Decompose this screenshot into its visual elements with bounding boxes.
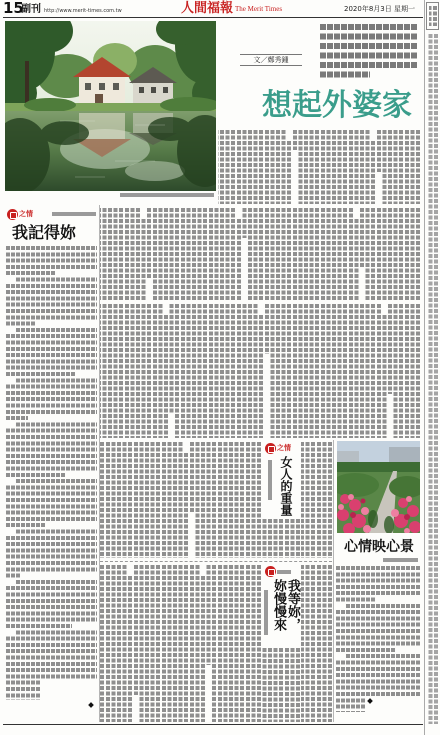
article-end-mark-icon (88, 702, 94, 708)
masthead-logo: 人間福報 (181, 1, 234, 16)
issue-date: 2020年8月3日 星期一 (344, 5, 415, 13)
website-url: http://www.merit-times.com.tw (44, 8, 122, 14)
edge-box-text (429, 6, 437, 26)
mood-byline (383, 558, 418, 562)
main-headline: 想起外婆家 (262, 88, 412, 123)
masthead-english: The Merit Times (235, 5, 283, 13)
main-article-body (218, 130, 420, 204)
left-byline (52, 212, 96, 216)
left-article-body (6, 246, 97, 700)
lead-paragraph (320, 24, 418, 80)
mood-article-body (336, 566, 420, 712)
wait-byline (264, 590, 268, 635)
woman-byline (268, 460, 272, 500)
badge-label: 之情 (277, 444, 291, 452)
flower-garden-photo (337, 441, 420, 533)
section-separator (100, 561, 332, 562)
footer-rule (3, 724, 423, 725)
badge-label (277, 570, 291, 574)
woman-headline: 女人的重量 (279, 456, 293, 516)
woman-badge (265, 443, 291, 454)
wait-badge (265, 566, 291, 577)
edge-box (426, 2, 439, 30)
woman-article-body (301, 442, 332, 558)
header-rule (3, 17, 423, 18)
badge-emblem-icon (265, 566, 276, 577)
column-divider (333, 440, 334, 722)
wait-article-body (262, 648, 300, 722)
woman-article-body (100, 442, 261, 558)
wait-article-body (100, 565, 261, 722)
photo-image (5, 21, 216, 191)
page-number: 15 (3, 0, 24, 17)
lakeside-house-photo (5, 21, 216, 191)
section-name: 副刊 (21, 4, 41, 15)
photo-image (337, 441, 420, 533)
woman-article-body (262, 519, 300, 558)
edge-strip-text (428, 34, 438, 724)
badge-emblem-icon (265, 443, 276, 454)
mood-headline: 心情映心景 (344, 539, 414, 555)
main-byline: 文／鄭秀鍾 (240, 54, 302, 66)
main-article-body (100, 304, 420, 438)
main-article-body (100, 208, 420, 300)
left-headline: 我記得妳 (12, 223, 77, 242)
photo-caption (120, 193, 214, 197)
wait-headline: 我等妳，妳慢慢來 (271, 579, 300, 631)
badge-emblem-icon (7, 209, 18, 220)
column-badge (7, 209, 33, 220)
badge-label: 之情 (19, 210, 33, 218)
wait-article-body (301, 565, 332, 722)
